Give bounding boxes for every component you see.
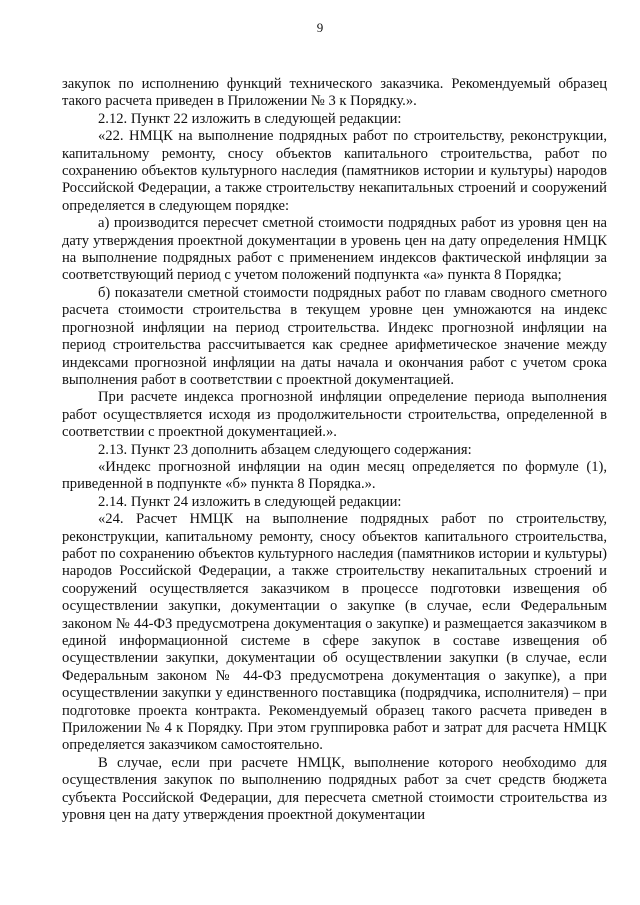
paragraph-subclause-a: а) производится пересчет сметной стоимости подрядных работ из уровня цен на дату утверждения проектной документации в уровень цен на дату определения НМЦК на выполнение подрядных работ с применением индексов фактической инфляции за соответствующий период с учетом положений подпункта «а» пункта 8 Порядка;	[62, 215, 607, 284]
paragraph-item-2-12: 2.12. Пункт 22 изложить в следующей редакции:	[98, 110, 402, 127]
paragraph-monthly-index: «Индекс прогнозной инфляции на один месяц определяется по формуле (1), приведенной в подпункте «б» пункта 8 Порядка.».	[62, 458, 607, 493]
paragraph-clause-22: «22. НМЦК на выполнение подрядных работ по строительству, реконструкции, капитальному ремонту, сносу объектов капитального строительства, работ по сохранению объектов культурного наследия (памятников истории и культуры) народов Российской Федерации, а также строительству некапитальных строений и сооружений определяется в следующем порядке:	[62, 128, 607, 214]
paragraph-forecast-index: При расчете индекса прогнозной инфляции определение периода выполнения работ осуществляется исходя из продолжительности строительства, определенной в соответствии с проектной документацией.».	[62, 389, 607, 441]
paragraph-item-2-14: 2.14. Пункт 24 изложить в следующей редакции:	[98, 493, 402, 510]
paragraph-item-2-13: 2.13. Пункт 23 дополнить абзацем следующего содержания:	[98, 441, 472, 458]
paragraph-regional-budget: В случае, если при расчете НМЦК, выполнение которого необходимо для осуществления закупок по выполнению подрядных работ за счет средств бюджета субъекта Российской Федерации, для пересчета сметной стоимости строительства из уровня цен на дату утверждения проектной документации	[62, 754, 607, 824]
document-body	[62, 76, 607, 824]
paragraph-continuation: закупок по исполнению функций технического заказчика. Рекомендуемый образец такого расчета приведен в Приложении № 3 к Порядку.».	[62, 76, 607, 110]
paragraph-clause-24: «24. Расчет НМЦК на выполнение подрядных работ по строительству, реконструкции, капитальному ремонту, сносу объектов капитального строительства, работ по сохранению объектов культурного наследия (памятников истории и культуры) народов Российской Федерации, а также строительству некапитальных строений и сооружений осуществляется заказчиком в процессе подготовки извещения об осуществлении закупки, документации о закупке (в случае, если Федеральным законом № 44-ФЗ предусмотрена документация о закупке) и размещается заказчиком в единой информационной системе в сфере закупок в составе извещения об осуществлении закупки, документации об осуществлении закупки (в случае, если Федеральным законом № 44-ФЗ предусмотрена документация о закупке), а при осуществлении закупки у единственного поставщика (подрядчика, исполнителя) – при подготовке проекта контракта. Рекомендуемый образец такого расчета приведен в Приложении № 4 к Порядку. При этом группировка работ и затрат для расчета НМЦК определяется заказчиком самостоятельно.	[62, 511, 607, 754]
page-number: 9	[316, 20, 324, 35]
paragraph-subclause-b: б) показатели сметной стоимости подрядных работ по главам сводного сметного расчета стоимости строительства в текущем уровне цен умножаются на индекс прогнозной инфляции на период строительства. Индекс прогнозной инфляции на период строительства рассчитывается как среднее арифметическое значение между индексами прогнозной инфляции на даты начала и окончания работ с учетом срока выполнения работ в соответствии с проектной документацией.	[62, 284, 607, 388]
